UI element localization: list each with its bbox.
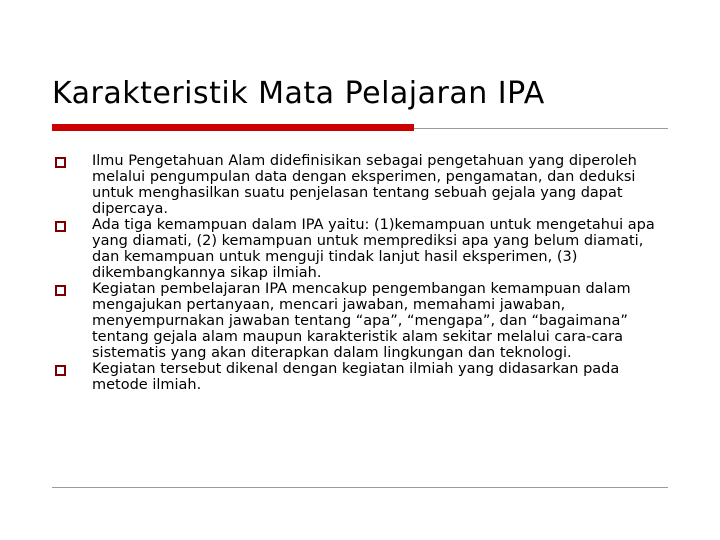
slide-title: Karakteristik Mata Pelajaran IPA [52,76,545,111]
bullet-text: Kegiatan tersebut dikenal dengan kegiatan ilmiah yang didasarkan pada metode ilmiah. [92,361,620,393]
hollow-square-icon [55,285,66,296]
list-item [55,361,675,393]
hollow-square-icon [55,365,66,376]
list-item [55,281,675,361]
title-underline-line [414,128,668,129]
bullet-list [55,153,675,393]
hollow-square-icon [55,157,66,168]
footer-divider [52,487,668,488]
bullet-text: Ilmu Pengetahuan Alam didefinisikan sebagai pengetahuan yang diperoleh melalui pengumpulan data dengan eksperimen, pengamatan, dan deduksi untuk menghasilkan suatu penjelasan tentang sebuah gejala yang dapat dipercaya. [92,153,637,217]
hollow-square-icon [55,221,66,232]
list-item [55,217,675,281]
title-underline [52,124,668,134]
bullet-text: Kegiatan pembelajaran IPA mencakup pengembangan kemampuan dalam mengajukan pertanyaan, mencari jawaban, memahami jawaban, menyempurnakan jawaban tentang “apa”, “mengapa”, dan “bagaimana” tentang gejala alam maupun karakteristik alam sekitar melalui cara-cara sistematis yang akan diterapkan dalam lingkungan dan teknologi. [92,281,631,361]
bullet-text: Ada tiga kemampuan dalam IPA yaitu: (1)kemampuan untuk mengetahui apa yang diamati, (2) kemampuan untuk memprediksi apa yang belum diamati, dan kemampuan untuk menguji tindak lanjut hasil eksperimen, (3) dikembangkannya sikap ilmiah. [92,217,655,281]
list-item [55,153,675,217]
title-underline-accent [52,124,414,131]
